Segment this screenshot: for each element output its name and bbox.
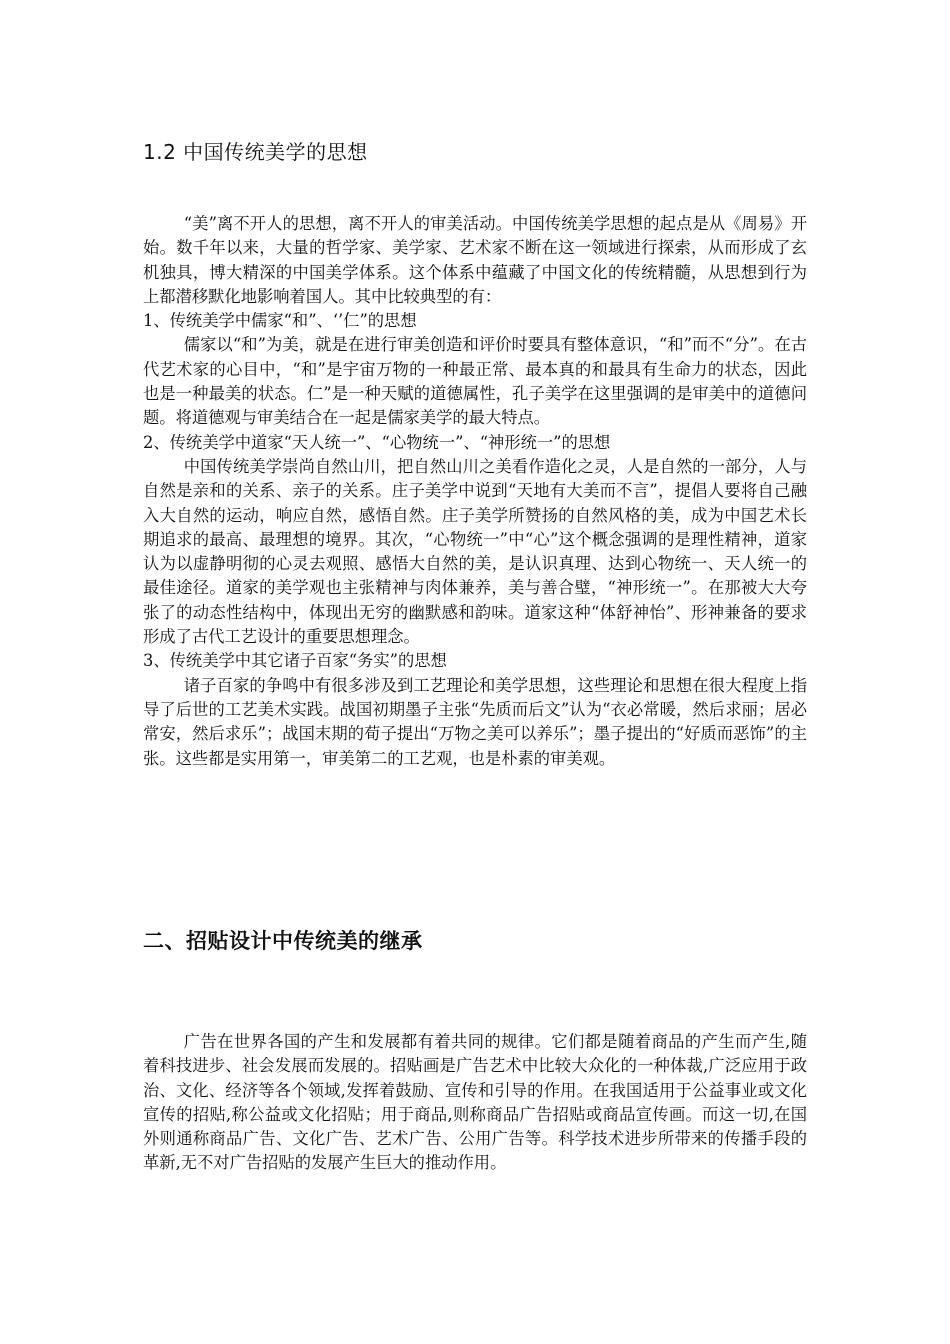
taoist-paragraph: 中国传统美学崇尚自然山川，把自然山川之美看作造化之灵，人是自然的一部分，人与自然是亲和的关系、亲子的关系。庄子美学中说到“天地有大美而不言”，提倡人要将自己融入大自然的运动，响应自然，感悟自然。庄子美学所赞扬的自然风格的美，成为中国艺术长期追求的最高、最理想的境界。其次，“心物统一”中“心”这个概念强调的是理性精神，道家认为以虚静明彻的心灵去观照、感悟大自然的美，是认识真理、达到心物统一、天人统一的最佳途径。道家的美学观也主张精神与肉体兼养，美与善合璧，“神形统一”。在那被大大夸张了的动态性结构中，体现出无穷的幽默感和韵味。道家这种“体舒神怡”、形神兼备的要求形成了古代工艺设计的重要思想理念。 — [143, 456, 807, 647]
list-item-taoist-heading: 2、传统美学中道家“天人统一”、“心物统一”、“神形统一”的思想 — [143, 432, 611, 452]
poster-paragraph: 广告在世界各国的产生和发展都有着共同的规律。它们都是随着商品的产生而产生,随着科技进步、社会发展而发展的。招贴画是广告艺术中比较大众化的一种体裁,广泛应用于政治、文化、经济等各个领域,发挥着鼓励、宣传和引导的作用。在我国适用于公益事业或文化宣传的招贴,称公益或文化招贴；用于商品,则称商品广告招贴或商品宣传画。而这一切,在国外则通称商品广告、文化广告、艺术广告、公用广告等。科学技术进步所带来的传播手段的革新,无不对广告招贴的发展产生巨大的推动作用。 — [143, 1032, 807, 1173]
intro-paragraph: “美”离不开人的思想，离不开人的审美活动。中国传统美学思想的起点是从《周易》开始。数千年以来，大量的哲学家、美学家、艺术家不断在这一领域进行探索，从而形成了玄机独具，博大精深的中国美学体系。这个体系中蕴藏了中国文化的传统精髓，从思想到行为上都潜移默化地影响着国人。其中比较典型的有： — [143, 214, 807, 306]
section-heading-1-2: 1.2 中国传统美学的思想 — [143, 140, 368, 164]
chapter-heading-2: 二、招贴设计中传统美的继承 — [143, 929, 423, 953]
hundred-schools-paragraph: 诸子百家的争鸣中有很多涉及到工艺理论和美学思想，这些理论和思想在很大程度上指导了后世的工艺美术实践。战国初期墨子主张“先质而后文”认为“衣必常暖，然后求丽；居必常安，然后求乐”；战国末期的荀子提出“万物之美可以养乐”；墨子提出的“好质而恶饰”的主张。这些都是实用第一，审美第二的工艺观，也是朴素的审美观。 — [143, 675, 807, 768]
confucian-paragraph: 儒家以“和”为美，就是在进行审美创造和评价时要具有整体意识，“和”而不“分”。在古代艺术家的心目中，“和”是宇宙万物的一种最正常、最本真的和最具有生命力的状态，因此也是一种最美的状态。仁”是一种天赋的道德属性，孔子美学在这里强调的是审美中的道德问题。将道德观与审美结合在一起是儒家美学的最大特点。 — [143, 335, 807, 428]
list-item-confucian-heading: 1、传统美学中儒家“和”、‘’仁”的思想 — [143, 311, 417, 331]
list-item-hundred-schools-heading: 3、传统美学中其它诸子百家“务实”的思想 — [143, 651, 447, 671]
section-body-1-2 — [143, 212, 807, 771]
section-body-2 — [143, 1030, 807, 1176]
